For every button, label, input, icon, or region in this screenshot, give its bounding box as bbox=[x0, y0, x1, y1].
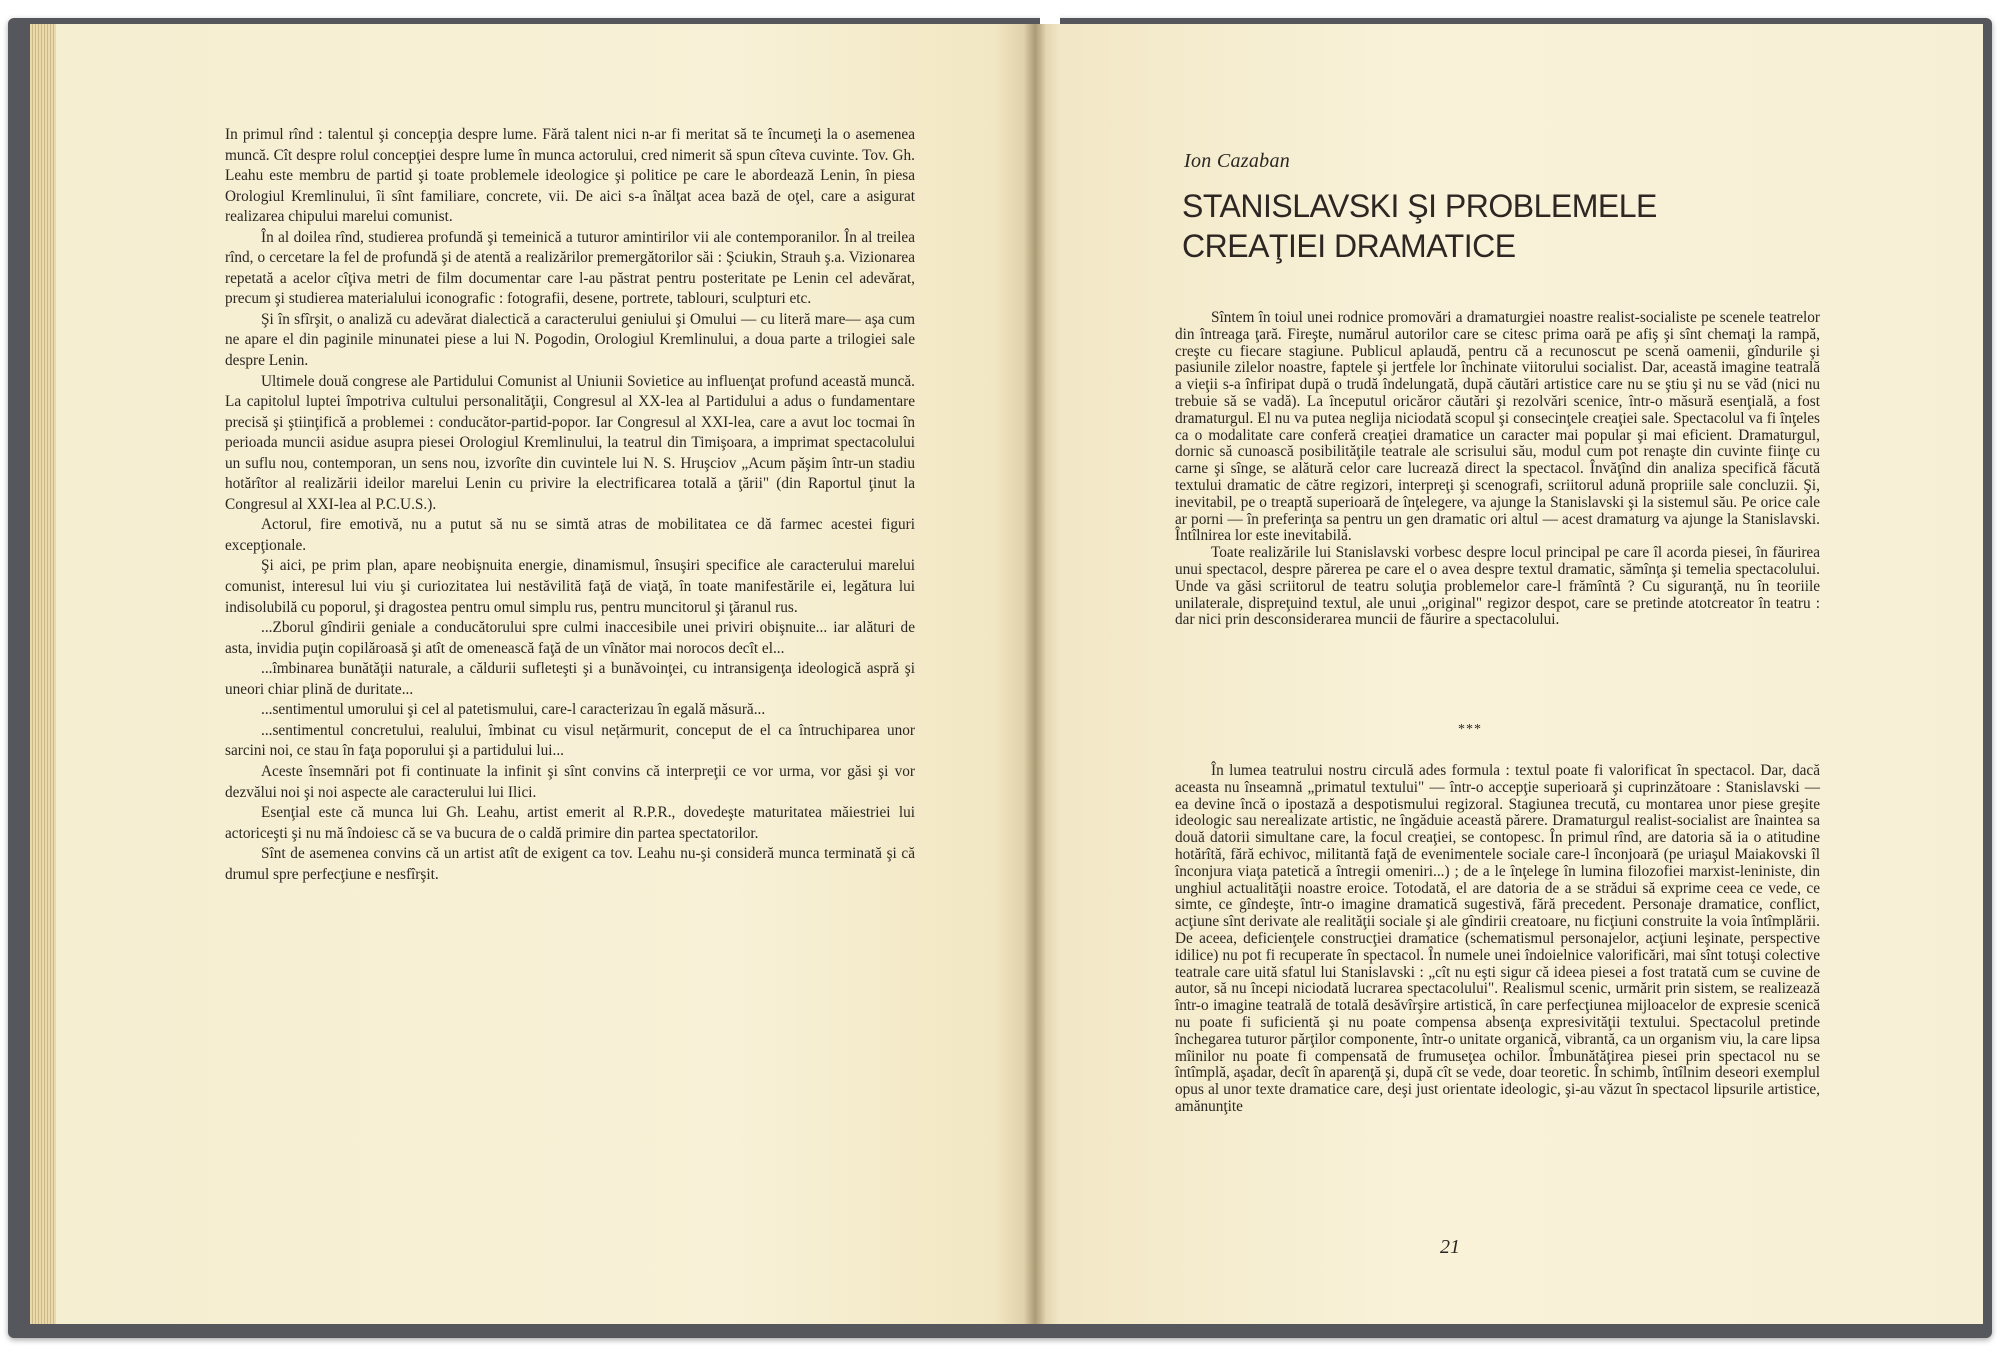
left-page-text bbox=[225, 125, 915, 885]
title-line: CREAŢIEI DRAMATICE bbox=[1182, 228, 1516, 264]
article-body bbox=[1175, 763, 1820, 1116]
paragraph: Actorul, fire emotivă, nu a putut să nu se simtă atras de mobilitatea ce dă farmec acestei figuri excepţionale. bbox=[225, 516, 915, 554]
title-line: STANISLAVSKI ŞI PROBLEMELE bbox=[1182, 188, 1657, 224]
binding-gap bbox=[1040, 0, 1060, 24]
article-intro bbox=[1175, 310, 1820, 629]
page-edges bbox=[30, 24, 56, 1324]
paragraph: Ultimele două congrese ale Partidului Comunist al Uniunii Sovietice au influenţat profund această muncă. La capitolul luptei împotriva cultului personalităţii, Congresul al XX-lea al Partidului a adus o fundamentare precisă şi ştiinţifică a problemei : conducător-partid-popor. Iar Congresul al XXI-lea, care a avut loc tocmai în perioada muncii asidue asupra piesei Orologiul Kremlinului, la teatrul din Timişoara, a imprimat spectacolului un suflu nou, contemporan, un sens nou, izvorîte din cuvintele lui N. S. Hruşciov „Acum păşim într-un stadiu hotărîtor al realizării ideilor marelui Lenin cu privire la electrificarea totală a ţării" (din Raportul ţinut la Congresul al XXI-lea al P.C.U.S.). bbox=[225, 372, 915, 513]
paragraph: Sîntem în toiul unei rodnice promovări a dramaturgiei noastre realist-socialiste pe scenele teatrelor din întreaga ţară. Fireşte, numărul autorilor care se citesc prima oară pe afiş şi sînt chemaţi la rampă, creşte cu fiecare stagiune. Publicul aplaudă, pentru că a recunoscut pe scenă oamenii, gîndurile şi pasiunile zilelor noastre, faptele şi jertfele lor închinate viitorului socialist. Dar, această imagine teatrală a vieţii s-a înfiripat după o trudă îndelungată, după căutări artistice care nu se ştiu şi nu se văd (nici nu trebuie să se vadă). La începutul oricăror căutări şi rezolvări scenice, într-o măsură esenţială, a fost dramaturgul. El nu va putea neglija niciodată scopul şi consecinţele creaţiei sale. Spectacolul va fi înţeles ca o modalitate care conferă creaţiei dramatice un caracter mai popular şi mai eficient. Dramaturgul, dornic să cunoască posibilităţile teatrale ale scrisului său, modul cum pot renaşte din cuvinte fiinţe cu carne şi sînge, se alătură celor care lucrează direct la spectacol. Învăţînd din analiza specifică făcută textului dramatic de către regizori, interpreţi şi scenografi, scriitorul adună propriile sale concluzii. Şi, inevitabil, pe o treaptă superioară de înţelegere, va ajunge la Stanislavski şi la sistemul său. Pe orice cale ar porni — în preferinţa sa pentru un gen dramatic ori altul — acest dramaturg va ajunge la Stanislavski. Întîlnirea lor este inevitabilă. bbox=[1175, 309, 1820, 545]
paragraph: Esenţial este că munca lui Gh. Leahu, artist emerit al R.P.R., dovedeşte maturitatea măiestriei lui actoriceşti şi nu mă îndoiesc că se va bucura de o caldă primire din partea spectatorilor. bbox=[225, 804, 915, 842]
paragraph: In primul rînd : talentul şi concepţia despre lume. Fără talent nici n-ar fi meritat să te încumeţi la o asemenea muncă. Cît despre rolul concepţiei despre lume în munca actorului, cred nimerit să spun cîteva cuvinte. Tov. Gh. Leahu este membru de partid şi toate problemele ideologice şi politice pe care le abordează Lenin, în piesa Orologiul Kremlinului, îi sînt familiare, concrete, vii. De aici s-a înălţat acea bază de oţel, care a asigurat realizarea chipului marelui comunist. bbox=[225, 126, 915, 226]
section-separator: *** bbox=[1458, 722, 1482, 737]
paragraph: Sînt de asemenea convins că un artist atît de exigent ca tov. Leahu nu-şi consideră munca terminată şi că drumul spre perfecţiune e nesfîrşit. bbox=[225, 845, 915, 883]
page-number: 21 bbox=[1440, 1236, 1460, 1258]
paragraph: În lumea teatrului nostru circulă ades formula : textul poate fi valorificat în spectacol. Dar, dacă aceasta nu înseamnă „primatul textului" — într-o accepţie superioară şi cuprinzătoare : Stanislavski — ea devine încă o ipostază a despotismului regizoral. Stagiunea trecută, cu montarea unor piese greşite ideologic sau nerealizate artistic, ne îngăduie această părere. Dramaturgul realist-socialist are înaintea sa două datorii simultane care, la focul creaţiei, se contopesc. În primul rînd, are datoria să ia o atitudine hotărîtă, fără echivoc, militantă faţă de evenimentele sociale care-l înconjoară (pe uriaşul Maiakovski îl înconjura viaţa patetică a întregii omeniri...) ; de a le înţelege în lumina filozofiei marxist-leniniste, din unghiul actualităţii noastre eroice. Totodată, el are datoria de a se strădui să exprime ceea ce vede, ce simte, ce gîndeşte, într-o imagine dramatică sugestivă, fără precedent. Personaje dramatice, conflict, acţiune sînt derivate ale realităţii sociale şi ale gîndirii creatoare, nu ficţiuni construite la voia întîmplării. De aceea, deficienţele construcţiei dramatice (schematismul personajelor, acţiuni leşinate, perspective idilice) nu pot fi recuperate în spectacol. În numele unei îndoielnice valorificări, mai sînt totuşi colective teatrale care uită sfatul lui Stanislavski : „cît nu eşti sigur că ideea piesei a fost tratată cum se cuvine de autor, să nu începi niciodată lucrarea spectacolului". Realismul scenic, urmărit prin sistem, se realizează într-o imagine teatrală de totală desăvîrşire artistică, în care perfecţiunea mijloacelor de expresie scenică nu poate fi suficientă şi nu poate compensa absenţa expresivităţii textului. Spectacolul pretinde închegarea tuturor părţilor componente, într-o unitate organică, vibrantă, ca un organism viu, la care lipsa mîinilor nu poate fi compensată de frumuseţea ochilor. Îmbunătăţirea piesei prin spectacol nu se întîmplă, aşadar, decît în aparenţă şi, după cît se vede, doar teoretic. În schimb, întîlnim deseori exemplul opus al unor texte dramatice care, deşi just orientate ideologic, şi-au văzut în spectacol lipsurile artistice, amănunţite bbox=[1175, 762, 1820, 1115]
paragraph: Şi în sfîrşit, o analiză cu adevărat dialectică a caracterului geniului şi Omului — cu literă mare— aşa cum ne apare el din paginile minunatei piese a lui N. Pogodin, Orologiul Kremlinului, a doua parte a trilogiei sale despre Lenin. bbox=[225, 310, 915, 370]
article-title bbox=[1182, 186, 1882, 266]
paragraph: Şi aici, pe prim plan, apare neobişnuita energie, dinamismul, însuşiri specifice ale caracterului marelui comunist, interesul lui viu şi curiozitatea lui nestăvilită faţă de viaţă, în toate manifestările ei, legătura lui indisolubilă cu poporul, şi dragostea pentru omul simplu rus, pentru muncitorul şi ţăranul rus. bbox=[225, 557, 915, 616]
paragraph: ...sentimentul umorului şi cel al patetismului, care-l caracterizau în egală măsură... bbox=[261, 701, 766, 719]
paragraph: ...sentimentul concretului, realului, îmbinat cu visul nețărmurit, conceput de el ca întruchiparea unor sarcini noi, ce stau în faţa poporului şi a partidului lui... bbox=[225, 721, 915, 760]
paragraph: ...îmbinarea bunătăţii naturale, a căldurii sufleteşti şi a bunăvoinţei, cu intransigenţa ideologică aspră şi uneori chiar plină de duritate... bbox=[225, 660, 915, 698]
paragraph: Toate realizările lui Stanislavski vorbesc despre locul principal pe care îl acorda piesei, în făurirea unui spectacol, despre părerea pe care el o avea despre textul dramatic, sămînţa şi temelia spectacolului. Unde va găsi scriitorul de teatru soluţia problemelor care-l frămîntă ? Cu siguranţă, nu în teoriile unilaterale, dispreţuind textul, ale unui „original" regizor despot, care se pretinde atotcreator în teatru : dar nici prin desconsiderarea muncii de făurire a spectacolului. bbox=[1175, 544, 1820, 629]
book-gutter bbox=[1024, 24, 1046, 1324]
article-author: Ion Cazaban bbox=[1184, 150, 1291, 172]
paragraph: În al doilea rînd, studierea profundă şi temeinică a tuturor amintirilor vii ale contemporanilor. În al treilea rînd, o cercetare la fel de profundă şi de atentă a realizărilor premergătorilor săi : Şciukin, Strauh ş.a. Vizionarea repetată a acelor cîţiva metri de film documentar care l-au păstrat pentru posteritate pe Lenin cel adevărat, precum şi studierea materialului iconografic : fotografii, desene, portrete, tablouri, sculpturi etc. bbox=[225, 228, 915, 308]
paragraph: Aceste însemnări pot fi continuate la infinit şi sînt convins că interpreţii ce vor urma, vor găsi şi vor dezvălui noi şi noi aspecte ale caracterului lui Ilici. bbox=[225, 762, 915, 801]
paragraph: ...Zborul gîndirii geniale a conducătorului spre culmi inaccesibile unei priviri obişnuite... iar alături de asta, invidia puţin copilăroasă şi atît de omenească faţă de un vînător mai norocos decît el... bbox=[225, 619, 915, 657]
